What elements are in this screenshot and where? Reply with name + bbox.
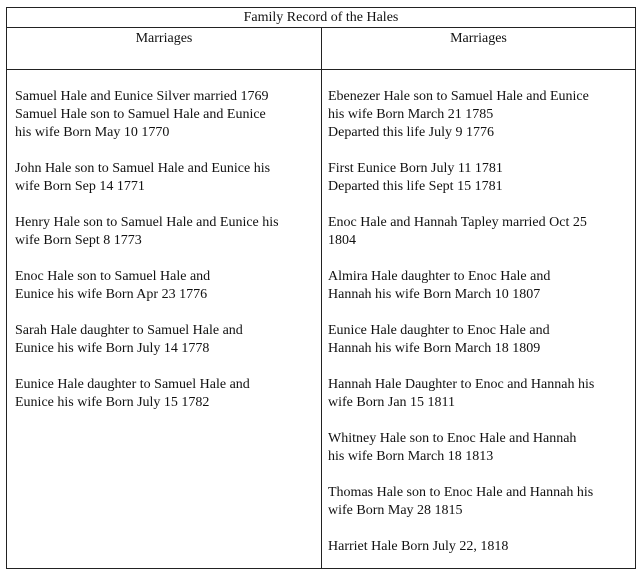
record-entry (15, 160, 317, 196)
record-entry (328, 214, 631, 250)
record-entry-line: wife Born Jan 15 1811 (328, 395, 456, 410)
record-entry-line: 1804 (328, 233, 356, 248)
record-entry-line: Samuel Hale son to Samuel Hale and Eunice (15, 107, 266, 122)
record-entry-line: Enoc Hale son to Samuel Hale and (15, 269, 211, 284)
left-column (7, 28, 322, 568)
record-entry-line: Samuel Hale and Eunice Silver married 1769 (15, 89, 269, 104)
record-entry-line: his wife Born March 18 1813 (328, 449, 494, 464)
record-entry-line: Hannah Hale Daughter to Enoc and Hannah his (328, 377, 595, 392)
left-column-heading: Marriages (7, 28, 321, 70)
record-entry (328, 376, 631, 412)
record-entry-line: Departed this life Sept 15 1781 (328, 179, 503, 194)
right-entries (322, 70, 635, 556)
record-entry-line: Departed this life July 9 1776 (328, 125, 495, 140)
family-record-table (6, 7, 636, 569)
record-entry (328, 538, 631, 556)
record-entry-line: Harriet Hale Born July 22, 1818 (328, 539, 509, 554)
record-entry (328, 88, 631, 142)
record-entry (15, 214, 317, 250)
record-entry-line: John Hale son to Samuel Hale and Eunice his (15, 161, 271, 176)
record-entry-line: Ebenezer Hale son to Samuel Hale and Eunice (328, 89, 589, 104)
record-entry (15, 376, 317, 412)
record-entry-line: Whitney Hale son to Enoc Hale and Hannah (328, 431, 577, 446)
record-entry-line: Hannah his wife Born March 18 1809 (328, 341, 541, 356)
record-entry-line: Almira Hale daughter to Enoc Hale and (328, 269, 551, 284)
table-title: Family Record of the Hales (7, 8, 635, 28)
record-entry (328, 484, 631, 520)
record-entry-line: his wife Born May 10 1770 (15, 125, 170, 140)
record-entry-line: Eunice his wife Born July 15 1782 (15, 395, 210, 410)
record-entry-line: Enoc Hale and Hannah Tapley married Oct 25 (328, 215, 587, 230)
record-entry-line: Eunice his wife Born Apr 23 1776 (15, 287, 208, 302)
left-entries (7, 70, 321, 412)
record-entry-line: Eunice his wife Born July 14 1778 (15, 341, 210, 356)
record-entry-line: Eunice Hale daughter to Samuel Hale and (15, 377, 250, 392)
record-entry-line: wife Born Sept 8 1773 (15, 233, 142, 248)
right-column-heading: Marriages (322, 28, 635, 70)
record-entry-line: Thomas Hale son to Enoc Hale and Hannah his (328, 485, 594, 500)
record-entry (15, 322, 317, 358)
right-column (322, 28, 635, 568)
record-entry-line: wife Born May 28 1815 (328, 503, 463, 518)
record-entry (328, 160, 631, 196)
record-entry (328, 430, 631, 466)
record-entry (328, 322, 631, 358)
table-columns (7, 28, 635, 568)
record-entry-line: his wife Born March 21 1785 (328, 107, 494, 122)
record-entry (328, 268, 631, 304)
record-entry-line: wife Born Sep 14 1771 (15, 179, 145, 194)
record-entry-line: Henry Hale son to Samuel Hale and Eunice his (15, 215, 279, 230)
record-entry-line: Hannah his wife Born March 10 1807 (328, 287, 541, 302)
record-entry-line: Sarah Hale daughter to Samuel Hale and (15, 323, 243, 338)
record-entry (15, 268, 317, 304)
record-entry-line: First Eunice Born July 11 1781 (328, 161, 503, 176)
record-entry (15, 88, 317, 142)
record-entry-line: Eunice Hale daughter to Enoc Hale and (328, 323, 550, 338)
